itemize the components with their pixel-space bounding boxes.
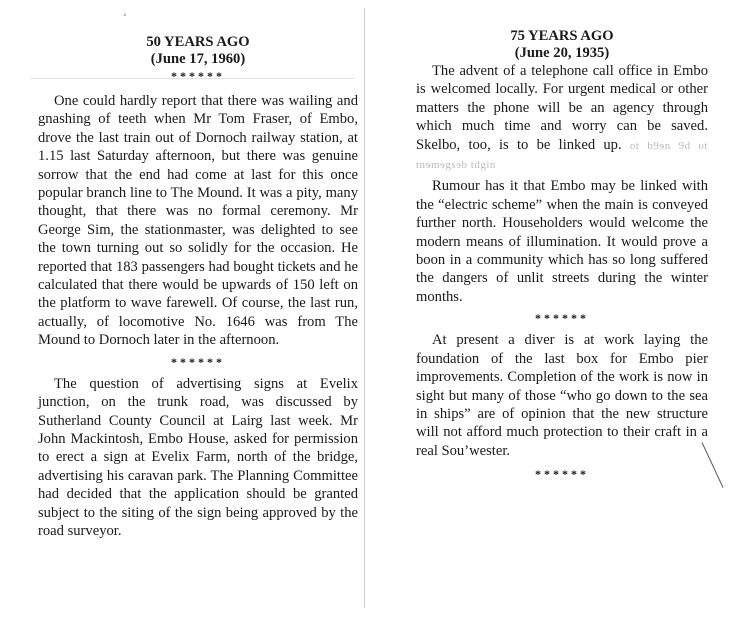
right-article-telephone-text: The advent of a telephone call office in Embo is welcomed locally. For urgent medical or other matters the phone will be an agency through which much time and worry can be saved. Skelbo, too, is to be linked up.: [416, 63, 708, 153]
show-through-text: ot b9ɘn 9d ot tnɘmɘgsɘb tdgin: [416, 139, 708, 172]
left-heading-date: (June 17, 1960): [150, 51, 246, 67]
right-heading-title: 75 YEARS AGO: [510, 28, 614, 44]
right-separator-1: ******: [535, 311, 589, 326]
right-heading-date: (June 20, 1935): [514, 45, 610, 61]
right-separator-2: ******: [535, 467, 589, 482]
right-article-electric: Rumour has it that Embo may be linked with the “electric scheme” when the main is conveyed further north. Householders would welcome the modern means of illumination. It would prove a boon in a community which has so long suffered the dangers of unlit streets during the winter months.: [416, 178, 708, 305]
right-article-pier: At present a diver is at work laying the foundation of the last box for Embo pier improvements. Completion of the work is now in sight but many of those “who go down to the sea in ships” are of opinion that the new structure will not afford much protection to their craft in a real Sou’wester.: [416, 332, 708, 459]
left-heading-title: 50 YEARS AGO: [146, 34, 250, 50]
left-column: [38, 34, 358, 540]
left-separator: ******: [171, 69, 225, 83]
left-separator-2: ******: [171, 354, 225, 369]
right-article-telephone: [416, 62, 708, 174]
column-divider: [364, 8, 365, 608]
right-column: [416, 28, 708, 483]
left-article-railway: One could hardly report that there was wailing and gnashing of teeth when Mr Tom Fraser, of Embo, drove the last train out of Dornoch railway station, at 1.15 last Saturday afternoon, but there was genuine sorrow that the end had come at last for this once popular branch line to The Mound. It was a pity, many thought, that there was no formal ceremony. Mr George Sim, the stationmaster, was delighted to see the town turning out so solidly for the occasion. He reported that 183 passengers had bought tickets and he calculated that there would be upwards of 150 left on the platform to wave farewell. Of course, the last run, actually, of locomotive No. 1646 was from The Mound to Dornoch later in the afternoon.: [38, 93, 358, 349]
left-article-signs: The question of advertising signs at Evelix junction, on the trunk road, was discussed by Sutherland County Council at Lairg last week. Mr John Mackintosh, Embo House, asked for permission to erect a sign at Evelix Farm, north of the bridge, advertising his caravan park. The Planning Committee had decided that the application should be granted subject to the siting of the sign being approved by the road surveyor.: [38, 375, 358, 539]
scan-speck: ‘: [123, 10, 127, 24]
